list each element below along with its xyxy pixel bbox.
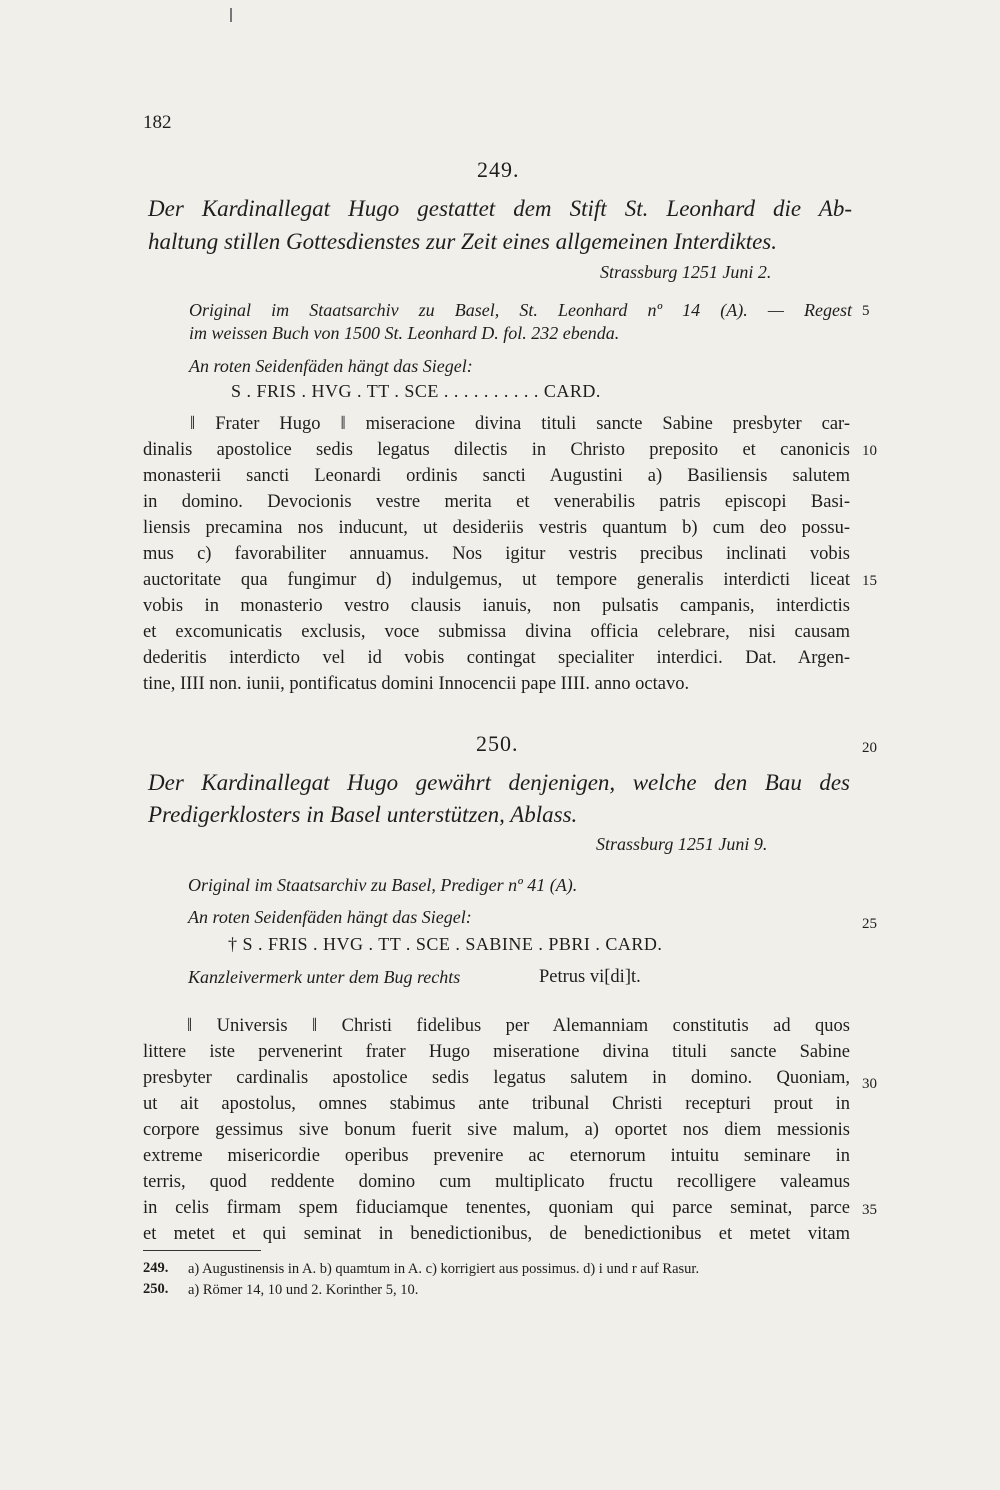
text-250-line-6: extreme misericordie operibus prevenire ac eternorum intuitu seminare in — [143, 1146, 850, 1166]
place-date-249: Strassburg 1251 Juni 2. — [600, 262, 772, 282]
footnote-text-249: a) Augustinensis in A. b) quamtum in A. c) korrigiert aus possimus. d) i und r auf Rasur. — [188, 1261, 700, 1277]
line-number-25: 25 — [862, 916, 877, 932]
text-249-line-4: in domino. Devocionis vestre merita et venerabilis patris episcopi Basi- — [143, 492, 850, 512]
text-250-line-9: et metet et qui seminat in benedictionibus, de benedictionibus et metet vitam — [143, 1224, 850, 1244]
text-249-line-3: monasterii sancti Leonardi ordinis sancti Augustini a) Basiliensis salutem — [143, 466, 850, 486]
seal-intro-250: An roten Seidenfäden hängt das Siegel: — [188, 907, 472, 927]
text-250-line-2: littere iste pervenerint frater Hugo miseratione divina tituli sancte Sabine — [143, 1042, 850, 1062]
text-250-line-1: ‖ Universis ‖ Christi fidelibus per Alemanniam constitutis ad quos — [187, 1016, 850, 1036]
text-250-line-3: presbyter cardinalis apostolice sedis legatus salutem in domino. Quoniam, — [143, 1068, 850, 1088]
document-number-250: 250. — [476, 731, 519, 756]
text-249-line-9: et excomunicatis exclusis, voce submissa divina officia celebrare, nisi causam — [143, 622, 850, 642]
seal-legend-249: S . FRIS . HVG . TT . SCE . . . . . . . . . . CARD. — [231, 381, 601, 401]
seal-intro-249: An roten Seidenfäden hängt das Siegel: — [189, 356, 473, 376]
text-250-line-5: corpore gessimus sive bonum fuerit sive malum, a) oportet nos diem messionis — [143, 1120, 850, 1140]
text-249-line-8: vobis in monasterio vestro clausis ianuis, non pulsatis campanis, interdictis — [143, 596, 850, 616]
text-249-line-5: liensis precamina nos inducunt, ut desideriis vestris quantum b) cum deo possu- — [143, 518, 850, 538]
page-number: 182 — [143, 112, 172, 133]
chancery-note-text-250: Petrus vi[di]t. — [539, 967, 641, 987]
line-number-20: 20 — [862, 740, 877, 756]
text-249-line-2: dinalis apostolice sedis legatus dilectis in Christo preposito et canonicis — [143, 440, 850, 460]
text-249-line-10: dederitis interdicto vel id vobis contingat specialiter interdici. Dat. Argen- — [143, 648, 850, 668]
chancery-note-label-250: Kanzleivermerk unter dem Bug rechts — [188, 967, 461, 987]
footnote-label-250: 250. — [143, 1281, 169, 1297]
document-title-249-line-2: haltung stillen Gottesdienstes zur Zeit eines allgemeinen Interdiktes. — [148, 229, 777, 254]
footnote-label-249: 249. — [143, 1260, 169, 1276]
line-number-5: 5 — [862, 303, 870, 319]
source-note-249-line-2: im weissen Buch von 1500 St. Leonhard D. fol. 232 ebenda. — [189, 323, 620, 343]
line-number-30: 30 — [862, 1076, 877, 1092]
source-note-250: Original im Staatsarchiv zu Basel, Prediger nº 41 (A). — [188, 875, 578, 895]
text-249-line-1: ‖ Frater Hugo ‖ miseracione divina tituli sancte Sabine presbyter car- — [190, 414, 850, 434]
text-249-line-11: tine, IIII non. iunii, pontificatus domini Innocencii pape IIII. anno octavo. — [143, 674, 690, 694]
source-note-249-line-1: Original im Staatsarchiv zu Basel, St. Leonhard nº 14 (A). — Regest — [189, 300, 852, 320]
line-number-10: 10 — [862, 443, 877, 459]
document-title-250-line-1: Der Kardinallegat Hugo gewährt denjenigen, welche den Bau des — [148, 770, 850, 795]
line-number-15: 15 — [862, 573, 877, 589]
document-title-250-line-2: Predigerklosters in Basel unterstützen, Ablass. — [148, 802, 578, 827]
text-249-line-6: mus c) favorabiliter annuamus. Nos igitur vestris precibus inclinati vobis — [143, 544, 850, 564]
line-number-35: 35 — [862, 1202, 877, 1218]
document-number-249: 249. — [477, 157, 520, 182]
text-250-line-8: in celis firmam spem fiduciamque tenentes, quoniam qui parce seminat, parce — [143, 1198, 850, 1218]
footnote-rule — [143, 1250, 261, 1251]
seal-legend-250: † S . FRIS . HVG . TT . SCE . SABINE . PBRI . CARD. — [228, 934, 663, 954]
text-249-line-7: auctoritate qua fungimur d) indulgemus, ut tempore generalis interdicti liceat — [143, 570, 850, 590]
document-title-249-line-1: Der Kardinallegat Hugo gestattet dem Stift St. Leonhard die Ab- — [148, 196, 852, 221]
place-date-250: Strassburg 1251 Juni 9. — [596, 834, 768, 854]
page-edge-mark — [230, 8, 232, 22]
text-250-line-4: ut ait apostolus, omnes stabimus ante tribunal Christi recepturi prout in — [143, 1094, 850, 1114]
text-250-line-7: terris, quod reddente domino cum multiplicato fructu recolligere valeamus — [143, 1172, 850, 1192]
footnote-text-250: a) Römer 14, 10 und 2. Korinther 5, 10. — [188, 1282, 419, 1298]
